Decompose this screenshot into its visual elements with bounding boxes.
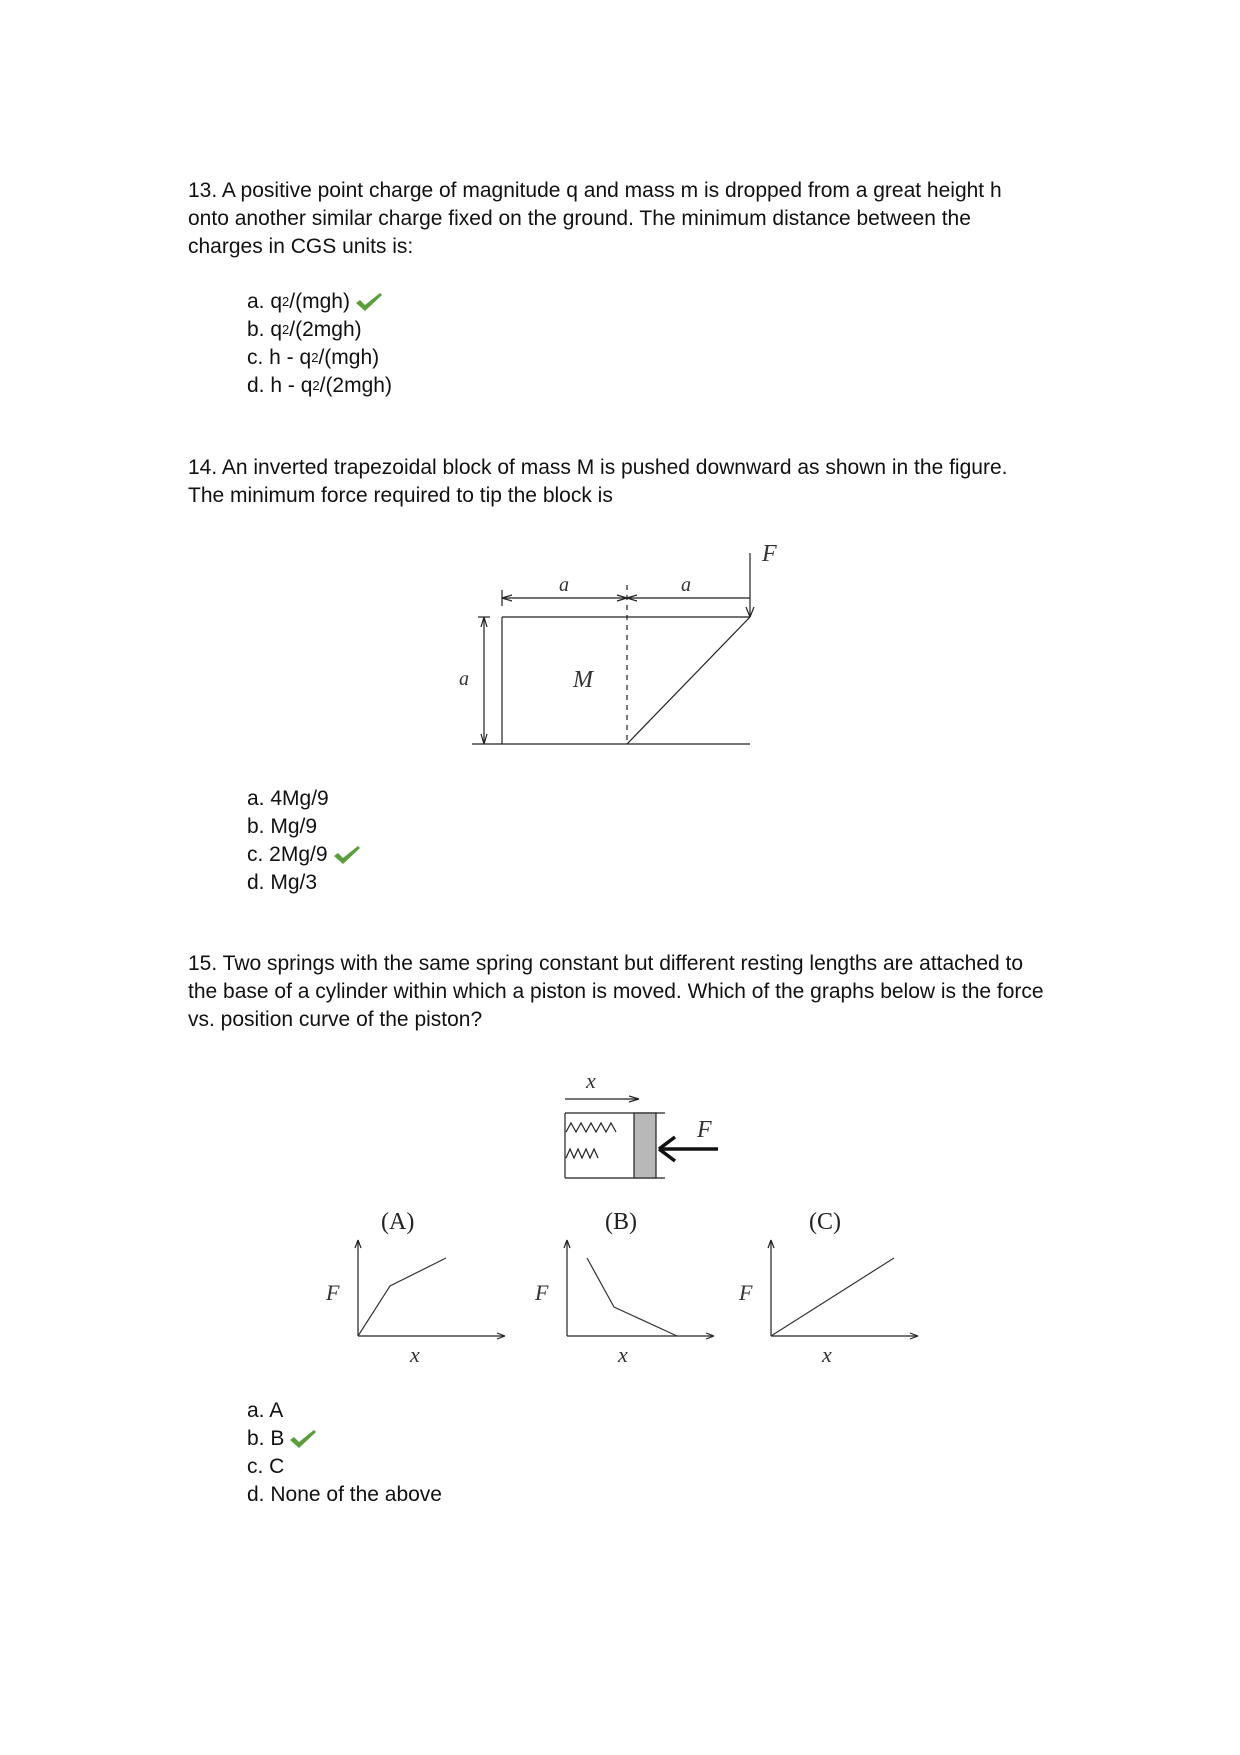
graph-title: (A) <box>381 1209 415 1235</box>
y-axis-label: F <box>739 1280 753 1305</box>
trapezoid-block-figure <box>440 535 800 755</box>
option-15d[interactable]: d. None of the above <box>247 1483 442 1506</box>
force-label: F <box>697 1117 712 1143</box>
option-13c[interactable]: c. h - q 2 /(mgh) <box>247 346 380 369</box>
y-axis-label: F <box>326 1280 340 1305</box>
option-14c[interactable]: c. 2Mg/9 <box>247 841 362 869</box>
x-axis-label: x <box>410 1342 420 1367</box>
option-13d[interactable]: d. h - q 2 /(2mgh) <box>247 374 392 397</box>
checkmark-icon <box>332 843 362 867</box>
question-13-options <box>247 288 392 400</box>
question-14-options <box>247 785 362 897</box>
graph-title: (B) <box>605 1209 637 1235</box>
x-axis-label: x <box>822 1342 832 1367</box>
option-15b[interactable]: b. B <box>247 1425 442 1453</box>
y-axis-label: F <box>535 1280 549 1305</box>
option-13a[interactable]: a. q 2 /(mgh) <box>247 288 392 316</box>
graph-a <box>318 1195 508 1375</box>
option-14d[interactable]: d. Mg/3 <box>247 871 318 894</box>
x-axis-label: x <box>618 1342 628 1367</box>
option-14a[interactable]: a. 4Mg/9 <box>247 787 329 810</box>
graph-c <box>731 1195 921 1375</box>
question-15-text: 15. Two springs with the same spring constant but different resting lengths are attached to the base of a cylinder within which a piston is moved. Which of the graphs below is the force vs. position curve of the piston? <box>188 952 1044 1031</box>
mass-label: M <box>573 667 593 693</box>
piston-cylinder-figure <box>555 1065 755 1185</box>
checkmark-icon <box>288 1427 318 1451</box>
question-15-options <box>247 1397 442 1509</box>
option-15a[interactable]: a. A <box>247 1399 284 1422</box>
dimension-label-right: a <box>681 574 691 596</box>
graph-title: (C) <box>809 1209 841 1235</box>
dimension-label-height: a <box>459 668 469 690</box>
option-15c[interactable]: c. C <box>247 1455 285 1478</box>
graph-b <box>527 1195 717 1375</box>
option-label: a. q <box>247 290 283 313</box>
piston <box>634 1113 656 1178</box>
force-label: F <box>762 541 777 567</box>
option-13b[interactable]: b. q 2 /(2mgh) <box>247 318 362 341</box>
checkmark-icon <box>354 290 384 314</box>
position-label: x <box>586 1068 596 1093</box>
question-13-text: 13. A positive point charge of magnitude q and mass m is dropped from a great height h onto another similar charge fixed on the ground. The minimum distance between the charges in CGS units is: <box>188 179 1002 258</box>
dimension-label-left: a <box>559 574 569 596</box>
option-14b[interactable]: b. Mg/9 <box>247 815 318 838</box>
question-14-text: 14. An inverted trapezoidal block of mass M is pushed downward as shown in the figure. The minimum force required to tip the block is <box>188 456 1008 507</box>
